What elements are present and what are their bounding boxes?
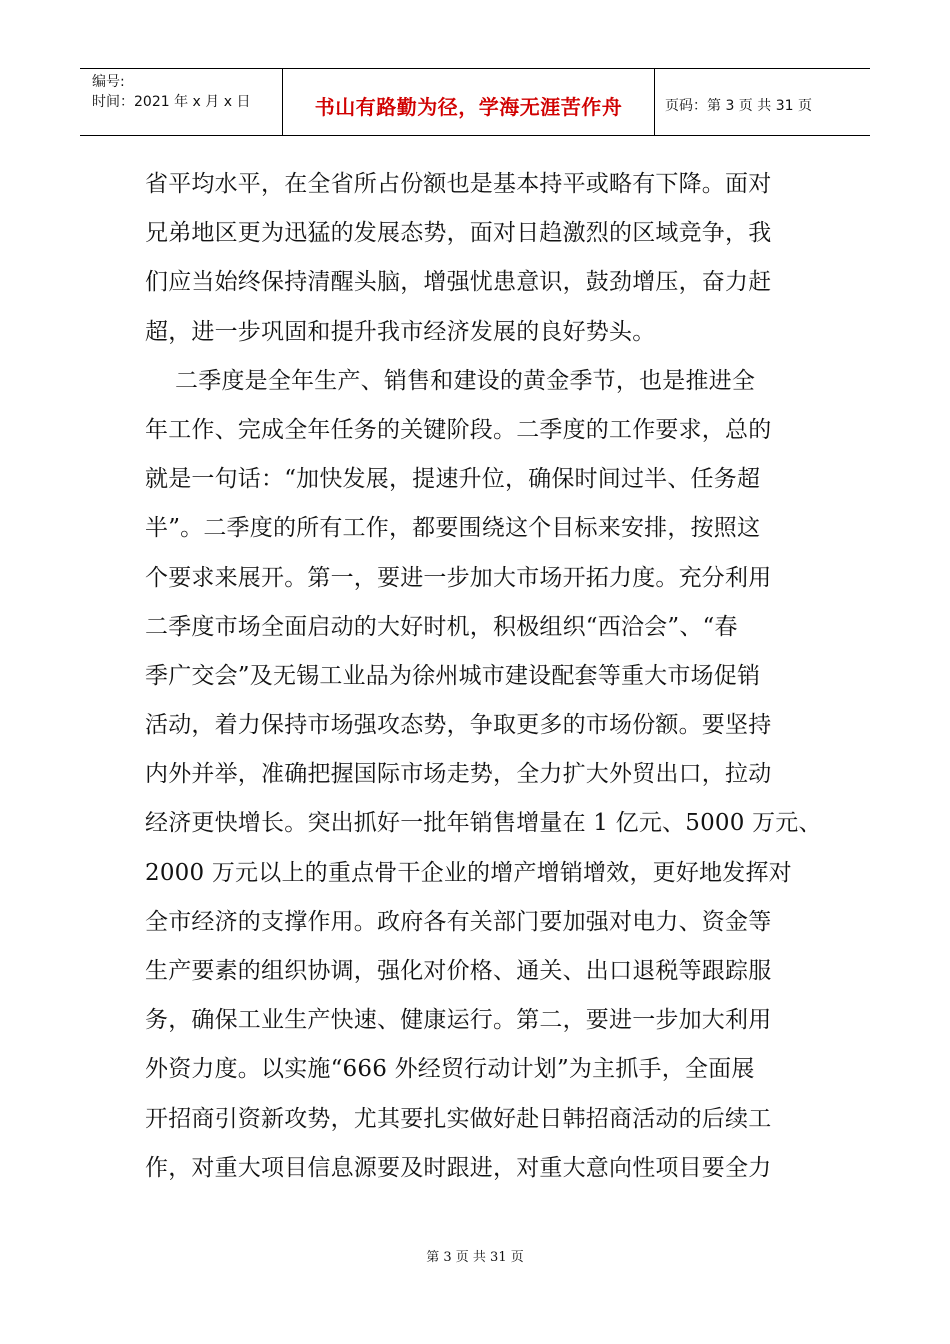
header-meta-cell (80, 69, 283, 135)
body-line: 二季度市场全面启动的大好时机，积极组织“西洽会”、“春 (145, 613, 738, 640)
body-line: 兄弟地区更为迅猛的发展态势，面对日趋激烈的区域竞争，我 (145, 220, 772, 247)
body-line: 内外并举，准确把握国际市场走势，全力扩大外贸出口，拉动 (145, 761, 772, 788)
body-line: 们应当始终保持清醒头脑，增强忧患意识，鼓劲增压，奋力赶 (145, 269, 772, 296)
body-line: 活动，着力保持市场强攻态势，争取更多的市场份额。要坚持 (145, 712, 772, 739)
body-line: 全市经济的支撑作用。政府各有关部门要加强对电力、资金等 (145, 908, 772, 935)
body-line: 半”。二季度的所有工作，都要围绕这个目标来安排，按照这 (145, 515, 761, 542)
document-body (145, 160, 825, 1193)
body-line: 经济更快增长。突出抓好一批年销售增量在 1 亿元、5000 万元、 (145, 810, 822, 837)
body-line: 省平均水平，在全省所占份额也是基本持平或略有下降。面对 (145, 171, 772, 197)
body-line: 个要求来展开。第一，要进一步加大市场开拓力度。充分利用 (145, 564, 772, 591)
body-line: 外资力度。以实施“666 外经贸行动计划”为主抓手，全面展 (145, 1056, 755, 1083)
body-line: 年工作、完成全年任务的关键阶段。二季度的工作要求，总的 (145, 416, 772, 443)
body-line: 务，确保工业生产快速、健康运行。第二，要进一步加大利用 (145, 1007, 772, 1034)
date-line: 时间：2021 年 x 月 x 日 (92, 94, 251, 110)
body-line: 超，进一步巩固和提升我市经济发展的良好势头。 (145, 318, 656, 345)
body-line: 作，对重大项目信息源要及时跟进，对重大意向性项目要全力 (145, 1154, 772, 1181)
header-page-cell (655, 69, 870, 135)
motto-text: 书山有路勤为径，学海无涯苦作舟 (314, 94, 623, 119)
body-line: 生产要素的组织协调，强化对价格、通关、出口退税等跟踪服 (145, 958, 772, 984)
body-line: 2000 万元以上的重点骨干企业的增产增销增效，更好地发挥对 (145, 859, 792, 886)
footer-page-number: 第 3 页 共 31 页 (426, 1250, 524, 1265)
header-page-info: 页码：第 3 页 共 31 页 (665, 98, 812, 114)
body-line: 就是一句话：“加快发展，提速升位，确保时间过半、任务超 (145, 466, 761, 493)
serial-number-label: 编号: (92, 74, 125, 90)
page-header (80, 68, 870, 136)
body-line: 开招商引资新攻势，尤其要扎实做好赴日韩招商活动的后续工 (145, 1105, 772, 1132)
body-line: 季广交会”及无锡工业品为徐州城市建设配套等重大市场促销 (145, 662, 761, 689)
header-motto-cell (283, 69, 655, 135)
page-footer (0, 1246, 950, 1265)
body-line: 二季度是全年生产、销售和建设的黄金季节，也是推进全 (145, 367, 756, 394)
